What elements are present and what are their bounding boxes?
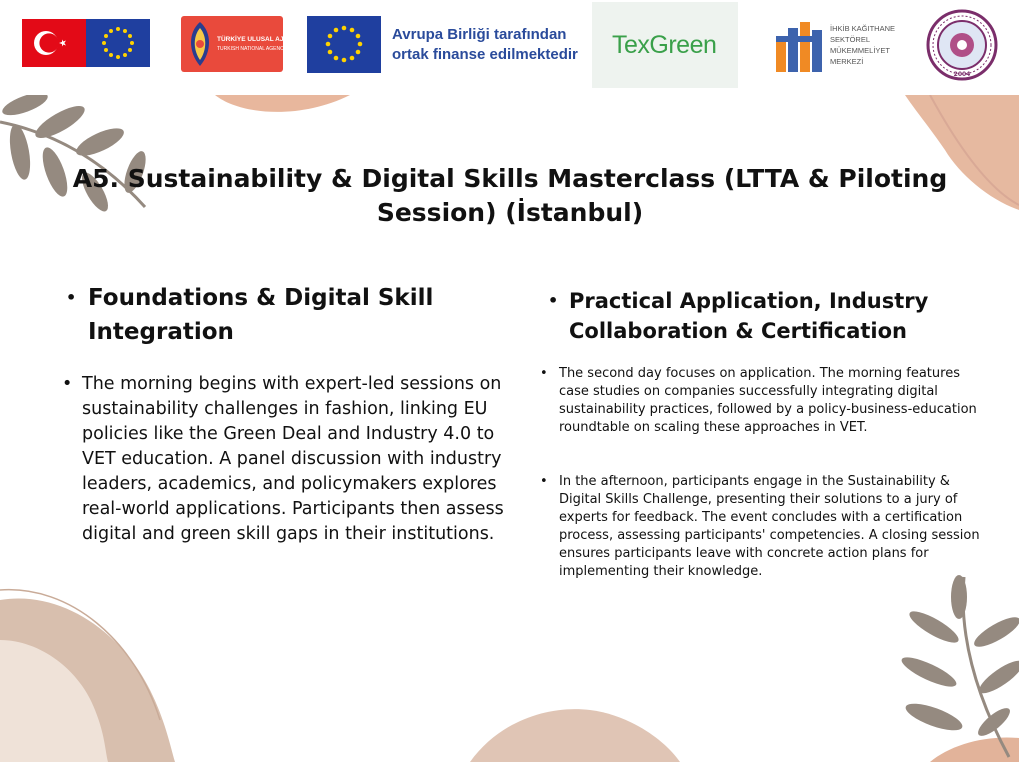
eu-flag-large-icon	[307, 16, 381, 73]
school-seal-icon	[926, 9, 998, 81]
ihkib-emblem-icon	[774, 22, 826, 78]
bottom-center-blob	[470, 709, 680, 762]
right-body-text-2: In the afternoon, participants engage in the Sustainability & Digital Skills Challenge, presenting their solutions to a jury of experts for feedback. The event concludes with a certification process, assessing participants' competencies. A closing session ensures participants leave with concrete action plans for implementing their knowledge.	[559, 474, 980, 579]
right-column-body	[540, 365, 980, 617]
seal-year: 2004	[953, 71, 971, 78]
slide-title: A5. Sustainability & Digital Skills Masterclass (LTTA & Piloting Session) (İstanbul)	[72, 164, 948, 227]
left-column-body	[62, 372, 512, 547]
left-body-bullet: •	[62, 374, 73, 394]
agency-name-en: TURKISH NATIONAL AGENCY	[217, 46, 288, 52]
turkey-flag-icon	[22, 19, 86, 67]
turkish-national-agency-logo	[181, 16, 299, 72]
top-center-blob	[215, 95, 350, 112]
left-heading-line2: Integration	[88, 319, 234, 345]
left-body-text: The morning begins with expert-led sessions on sustainability challenges in fashion, linking EU policies like the Green Deal and Industry 4.0 to VET education. A panel discussion with industry leaders, academics, and policymakers explores real-world applications. Participants then assess digital and green skill gaps in their institutions.	[82, 374, 504, 544]
right-heading-line1: Practical Application, Industry	[569, 289, 929, 313]
right-bullet-item-2	[540, 473, 980, 581]
ihkib-text-line3: MÜKEMMELİYET	[830, 46, 891, 55]
right-body-text-1: The second day focuses on application. The morning features case studies on companies successfully integrating digital sustainability practices, followed by a policy-business-education roundtable on scaling these approaches in VET.	[559, 366, 977, 435]
right-body-bullet-2: •	[540, 474, 548, 489]
left-bullet-item	[62, 372, 512, 547]
left-column-heading	[66, 281, 486, 349]
right-heading-bullet: •	[548, 291, 559, 310]
agency-name-tr: TÜRKİYE ULUSAL AJANSI	[217, 36, 299, 43]
agency-emblem-icon	[183, 18, 217, 70]
left-heading-line1: Foundations & Digital Skill	[88, 285, 434, 311]
right-heading-line2: Collaboration & Certification	[569, 319, 907, 343]
eu-flag-icon	[86, 19, 150, 67]
ihkib-text-line2: SEKTÖREL	[830, 35, 871, 44]
right-body-bullet-1: •	[540, 366, 548, 381]
texgreen-logo	[592, 2, 738, 88]
texgreen-brand-text: TexGreen	[612, 31, 717, 59]
left-heading-bullet: •	[66, 288, 77, 307]
ihkib-text-line1: İHKİB KAĞITHANE	[830, 24, 896, 33]
right-column-heading	[548, 286, 988, 346]
right-bullet-item-1	[540, 365, 980, 437]
ihkib-text-line4: MERKEZİ	[830, 57, 864, 66]
eu-cofunded-logo	[307, 16, 578, 73]
eu-cofunded-text-line1: Avrupa Birliği tarafından	[392, 26, 567, 43]
eu-cofunded-text-line2: ortak finanse edilmektedir	[392, 46, 578, 63]
logo-header	[0, 0, 1019, 95]
ihkib-logo	[774, 20, 904, 78]
